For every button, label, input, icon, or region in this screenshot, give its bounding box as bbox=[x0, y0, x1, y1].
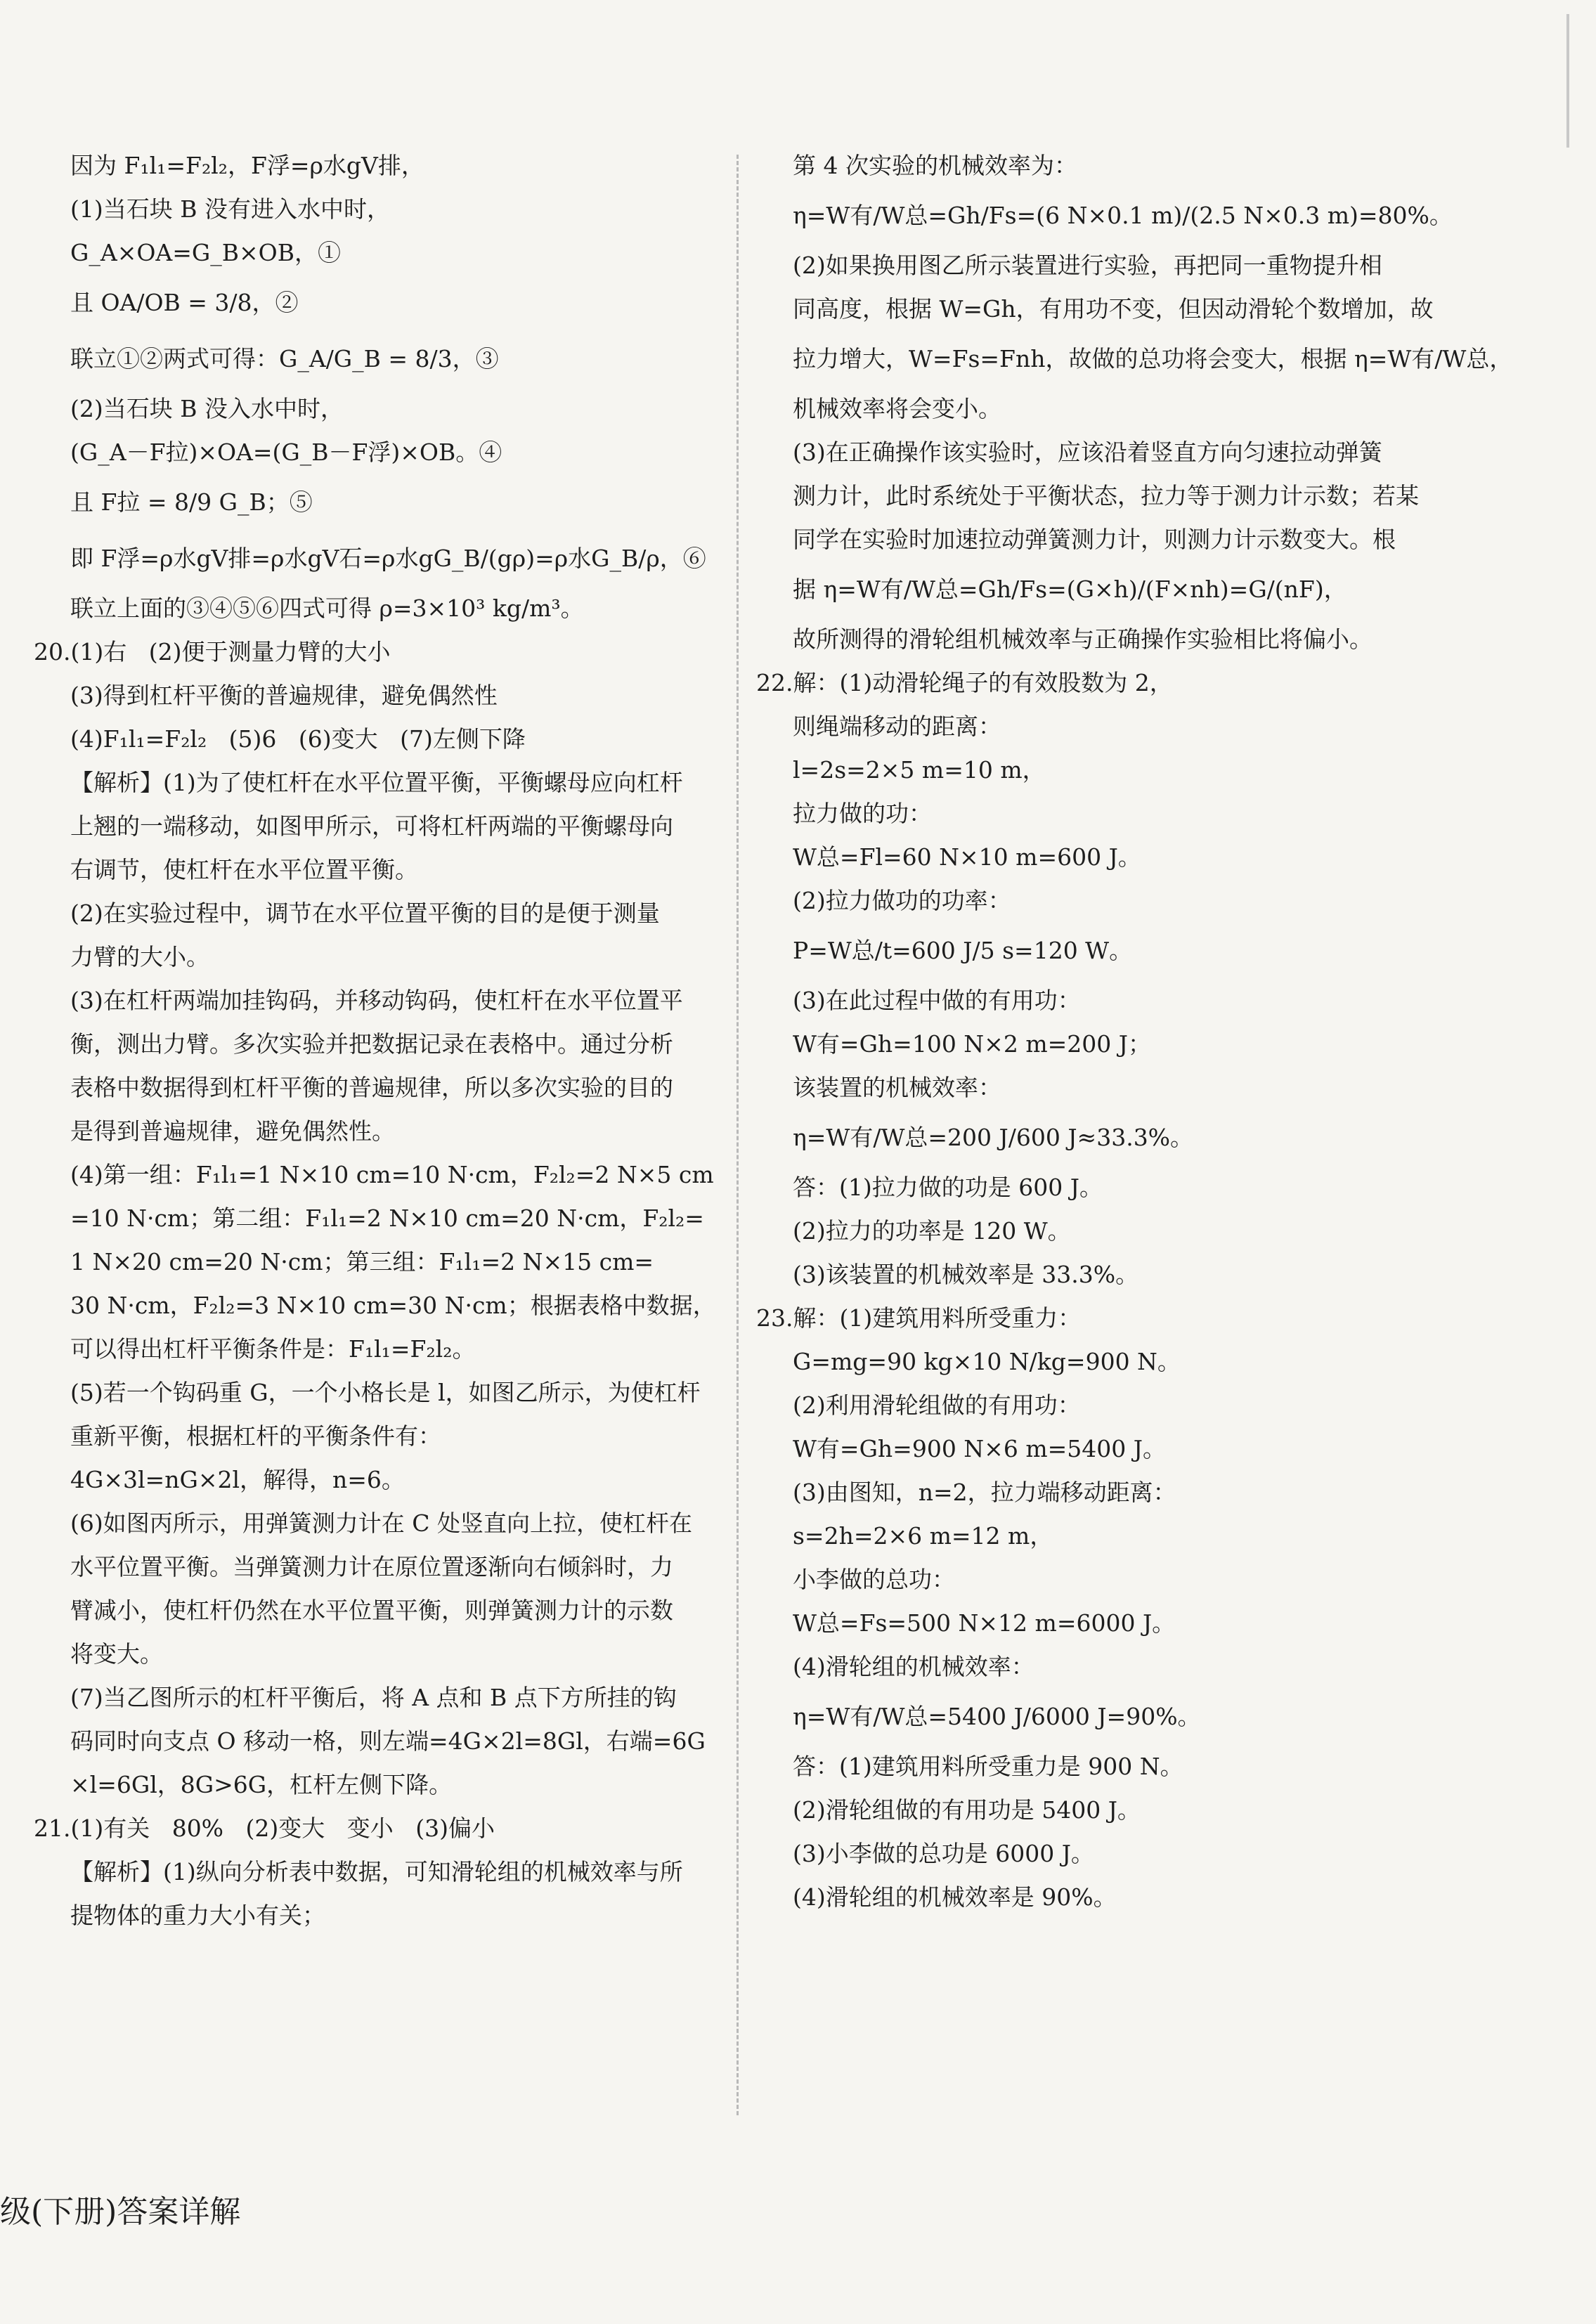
text-line: (3)在正确操作该实验时，应该沿着竖直方向匀速拉动弹簧 bbox=[793, 439, 1382, 466]
text-line: (2)当石块 B 没入水中时， bbox=[70, 395, 344, 422]
text-line: (4)F₁l₁=F₂l₂ (5)6 (6)变大 (7)左侧下降 bbox=[70, 725, 526, 753]
text-line: (4)滑轮组的机械效率： bbox=[793, 1653, 1034, 1680]
text-line: 【解析】(1)为了使杠杆在水平位置平衡，平衡螺母应向杠杆 bbox=[70, 769, 683, 796]
text-line: 据 η=W有/W总=Gh/Fs=(G×h)/(F×nh)=G/(nF)， bbox=[793, 576, 1347, 603]
text-line: 上翘的一端移动，如图甲所示，可将杠杆两端的平衡螺母向 bbox=[70, 812, 673, 840]
text-line: 提物体的重力大小有关； bbox=[70, 1902, 325, 1929]
text-line: 联立①②两式可得：G_A/G_B = 8/3，③ bbox=[70, 345, 499, 372]
text-line: W有=Gh=100 N×2 m=200 J； bbox=[793, 1030, 1151, 1058]
text-line: 拉力增大，W=Fs=Fnh，故做的总功将会变大，根据 η=W有/W总， bbox=[793, 345, 1513, 372]
text-line: 因为 F₁l₁=F₂l₂，F浮=ρ水gV排， bbox=[70, 152, 424, 179]
text-line: 机械效率将会变小。 bbox=[793, 395, 1001, 422]
text-line: 将变大。 bbox=[70, 1640, 163, 1668]
text-line: l=2s=2×5 m=10 m， bbox=[793, 756, 1046, 784]
text-line: 且 F拉 = 8/9 G_B；⑤ bbox=[70, 488, 313, 516]
text-line: 1 N×20 cm=20 N·cm；第三组：F₁l₁=2 N×15 cm= bbox=[70, 1248, 654, 1275]
text-line: 且 OA/OB = 3/8，② bbox=[70, 289, 299, 316]
text-line: (7)当乙图所示的杠杆平衡后，将 A 点和 B 点下方所挂的钩 bbox=[70, 1684, 677, 1711]
text-line: (2)利用滑轮组做的有用功： bbox=[793, 1391, 1081, 1419]
text-line: 重新平衡，根据杠杆的平衡条件有： bbox=[70, 1422, 441, 1450]
text-line: (3)由图知，n=2，拉力端移动距离： bbox=[793, 1479, 1176, 1506]
text-line: 水平位置平衡。当弹簧测力计在原位置逐渐向右倾斜时，力 bbox=[70, 1553, 673, 1580]
text-line: (3)得到杠杆平衡的普遍规律，避免偶然性 bbox=[70, 682, 498, 709]
text-line: 可以得出杠杆平衡条件是：F₁l₁=F₂l₂。 bbox=[70, 1335, 476, 1363]
question-heading: 20.(1)右 (2)便于测量力臂的大小 bbox=[34, 638, 391, 666]
text-line: (1)当石块 B 没有进入水中时， bbox=[70, 195, 390, 223]
text-line: (2)滑轮组做的有用功是 5400 J。 bbox=[793, 1796, 1141, 1824]
text-line: (4)第一组：F₁l₁=1 N×10 cm=10 N·cm，F₂l₂=2 N×5 cm bbox=[70, 1161, 714, 1188]
text-line: 臂减小，使杠杆仍然在水平位置平衡，则弹簧测力计的示数 bbox=[70, 1597, 673, 1624]
text-line: 码同时向支点 O 移动一格，则左端=4G×2l=8Gl，右端=6G bbox=[70, 1727, 706, 1755]
text-line: W有=Gh=900 N×6 m=5400 J。 bbox=[793, 1435, 1166, 1462]
question-heading: 22.解：(1)动滑轮绳子的有效股数为 2， bbox=[756, 669, 1173, 696]
text-line: 故所测得的滑轮组机械效率与正确操作实验相比将偏小。 bbox=[793, 625, 1373, 653]
text-line: s=2h=2×6 m=12 m， bbox=[793, 1522, 1053, 1550]
text-line: (2)拉力的功率是 120 W。 bbox=[793, 1217, 1071, 1245]
question-heading: 23.解：(1)建筑用料所受重力： bbox=[756, 1304, 1082, 1332]
column-divider bbox=[737, 155, 739, 2115]
text-line: (G_A－F拉)×OA=(G_B－F浮)×OB。④ bbox=[70, 439, 502, 466]
text-line: 4G×3l=nG×2l，解得，n=6。 bbox=[70, 1466, 405, 1493]
text-line: (5)若一个钩码重 G，一个小格长是 l，如图乙所示，为使杠杆 bbox=[70, 1379, 701, 1406]
text-line: (6)如图丙所示，用弹簧测力计在 C 处竖直向上拉，使杠杆在 bbox=[70, 1510, 692, 1537]
text-line: 是得到普遍规律，避免偶然性。 bbox=[70, 1117, 395, 1145]
text-line: (2)如果换用图乙所示装置进行实验，再把同一重物提升相 bbox=[793, 252, 1382, 279]
text-line: 该装置的机械效率： bbox=[793, 1074, 1001, 1101]
text-line: 力臂的大小。 bbox=[70, 943, 209, 971]
text-line: ×l=6Gl，8G>6G，杠杆左侧下降。 bbox=[70, 1771, 453, 1798]
text-line: 拉力做的功： bbox=[793, 800, 932, 827]
text-line: η=W有/W总=Gh/Fs=(6 N×0.1 m)/(2.5 N×0.3 m)=80%。 bbox=[793, 202, 1453, 229]
text-line: G=mg=90 kg×10 N/kg=900 N。 bbox=[793, 1348, 1181, 1375]
right-column bbox=[756, 151, 1513, 1926]
text-line: W总=Fl=60 N×10 m=600 J。 bbox=[793, 843, 1141, 871]
text-line: =10 N·cm；第二组：F₁l₁=2 N×10 cm=20 N·cm，F₂l₂= bbox=[70, 1205, 704, 1232]
text-line: 则绳端移动的距离： bbox=[793, 713, 1001, 740]
text-line: (3)小李做的总功是 6000 J。 bbox=[793, 1840, 1094, 1867]
text-line: 表格中数据得到杠杆平衡的普遍规律，所以多次实验的目的 bbox=[70, 1074, 673, 1101]
text-line: 答：(1)拉力做的功是 600 J。 bbox=[793, 1174, 1103, 1201]
text-line: η=W有/W总=200 J/600 J≈33.3%。 bbox=[793, 1124, 1194, 1151]
page-edge bbox=[1566, 14, 1569, 148]
text-line: G_A×OA=G_B×OB，① bbox=[70, 239, 341, 266]
text-line: (2)拉力做功的功率： bbox=[793, 887, 1011, 914]
text-line: (3)该装置的机械效率是 33.3%。 bbox=[793, 1261, 1139, 1288]
text-line: W总=Fs=500 N×12 m=6000 J。 bbox=[793, 1609, 1176, 1637]
text-line: 同高度，根据 W=Gh，有用功不变，但因动滑轮个数增加，故 bbox=[793, 295, 1434, 323]
text-line: 联立上面的③④⑤⑥四式可得 ρ=3×10³ kg/m³。 bbox=[70, 595, 584, 622]
text-line: 【解析】(1)纵向分析表中数据，可知滑轮组的机械效率与所 bbox=[70, 1858, 683, 1885]
text-line: 测力计，此时系统处于平衡状态，拉力等于测力计示数；若某 bbox=[793, 482, 1419, 509]
text-line: 30 N·cm，F₂l₂=3 N×10 cm=30 N·cm；根据表格中数据， bbox=[70, 1292, 716, 1319]
text-line: 衡，测出力臂。多次实验并把数据记录在表格中。通过分析 bbox=[70, 1030, 673, 1058]
text-line: P=W总/t=600 J/5 s=120 W。 bbox=[793, 937, 1133, 964]
text-line: 右调节，使杠杆在水平位置平衡。 bbox=[70, 856, 418, 883]
question-heading: 21.(1)有关 80% (2)变大 变小 (3)偏小 bbox=[34, 1815, 495, 1842]
text-line: (2)在实验过程中，调节在水平位置平衡的目的是便于测量 bbox=[70, 900, 660, 927]
left-column bbox=[34, 151, 727, 1945]
text-line: (4)滑轮组的机械效率是 90%。 bbox=[793, 1883, 1117, 1911]
text-line: (3)在杠杆两端加挂钩码，并移动钩码，使杠杆在水平位置平 bbox=[70, 987, 683, 1014]
text-line: 第 4 次实验的机械效率为： bbox=[793, 152, 1077, 179]
text-line: 答：(1)建筑用料所受重力是 900 N。 bbox=[793, 1753, 1183, 1780]
page-footer: 级(下册)答案详解 bbox=[0, 2194, 241, 2230]
text-line: 小李做的总功： bbox=[793, 1566, 955, 1593]
text-line: (3)在此过程中做的有用功： bbox=[793, 987, 1081, 1014]
text-line: 即 F浮=ρ水gV排=ρ水gV石=ρ水gG_B/(gρ)=ρ水G_B/ρ，⑥ bbox=[70, 545, 706, 572]
text-line: 同学在实验时加速拉动弹簧测力计，则测力计示数变大。根 bbox=[793, 526, 1396, 553]
text-line: η=W有/W总=5400 J/6000 J=90%。 bbox=[793, 1703, 1201, 1730]
